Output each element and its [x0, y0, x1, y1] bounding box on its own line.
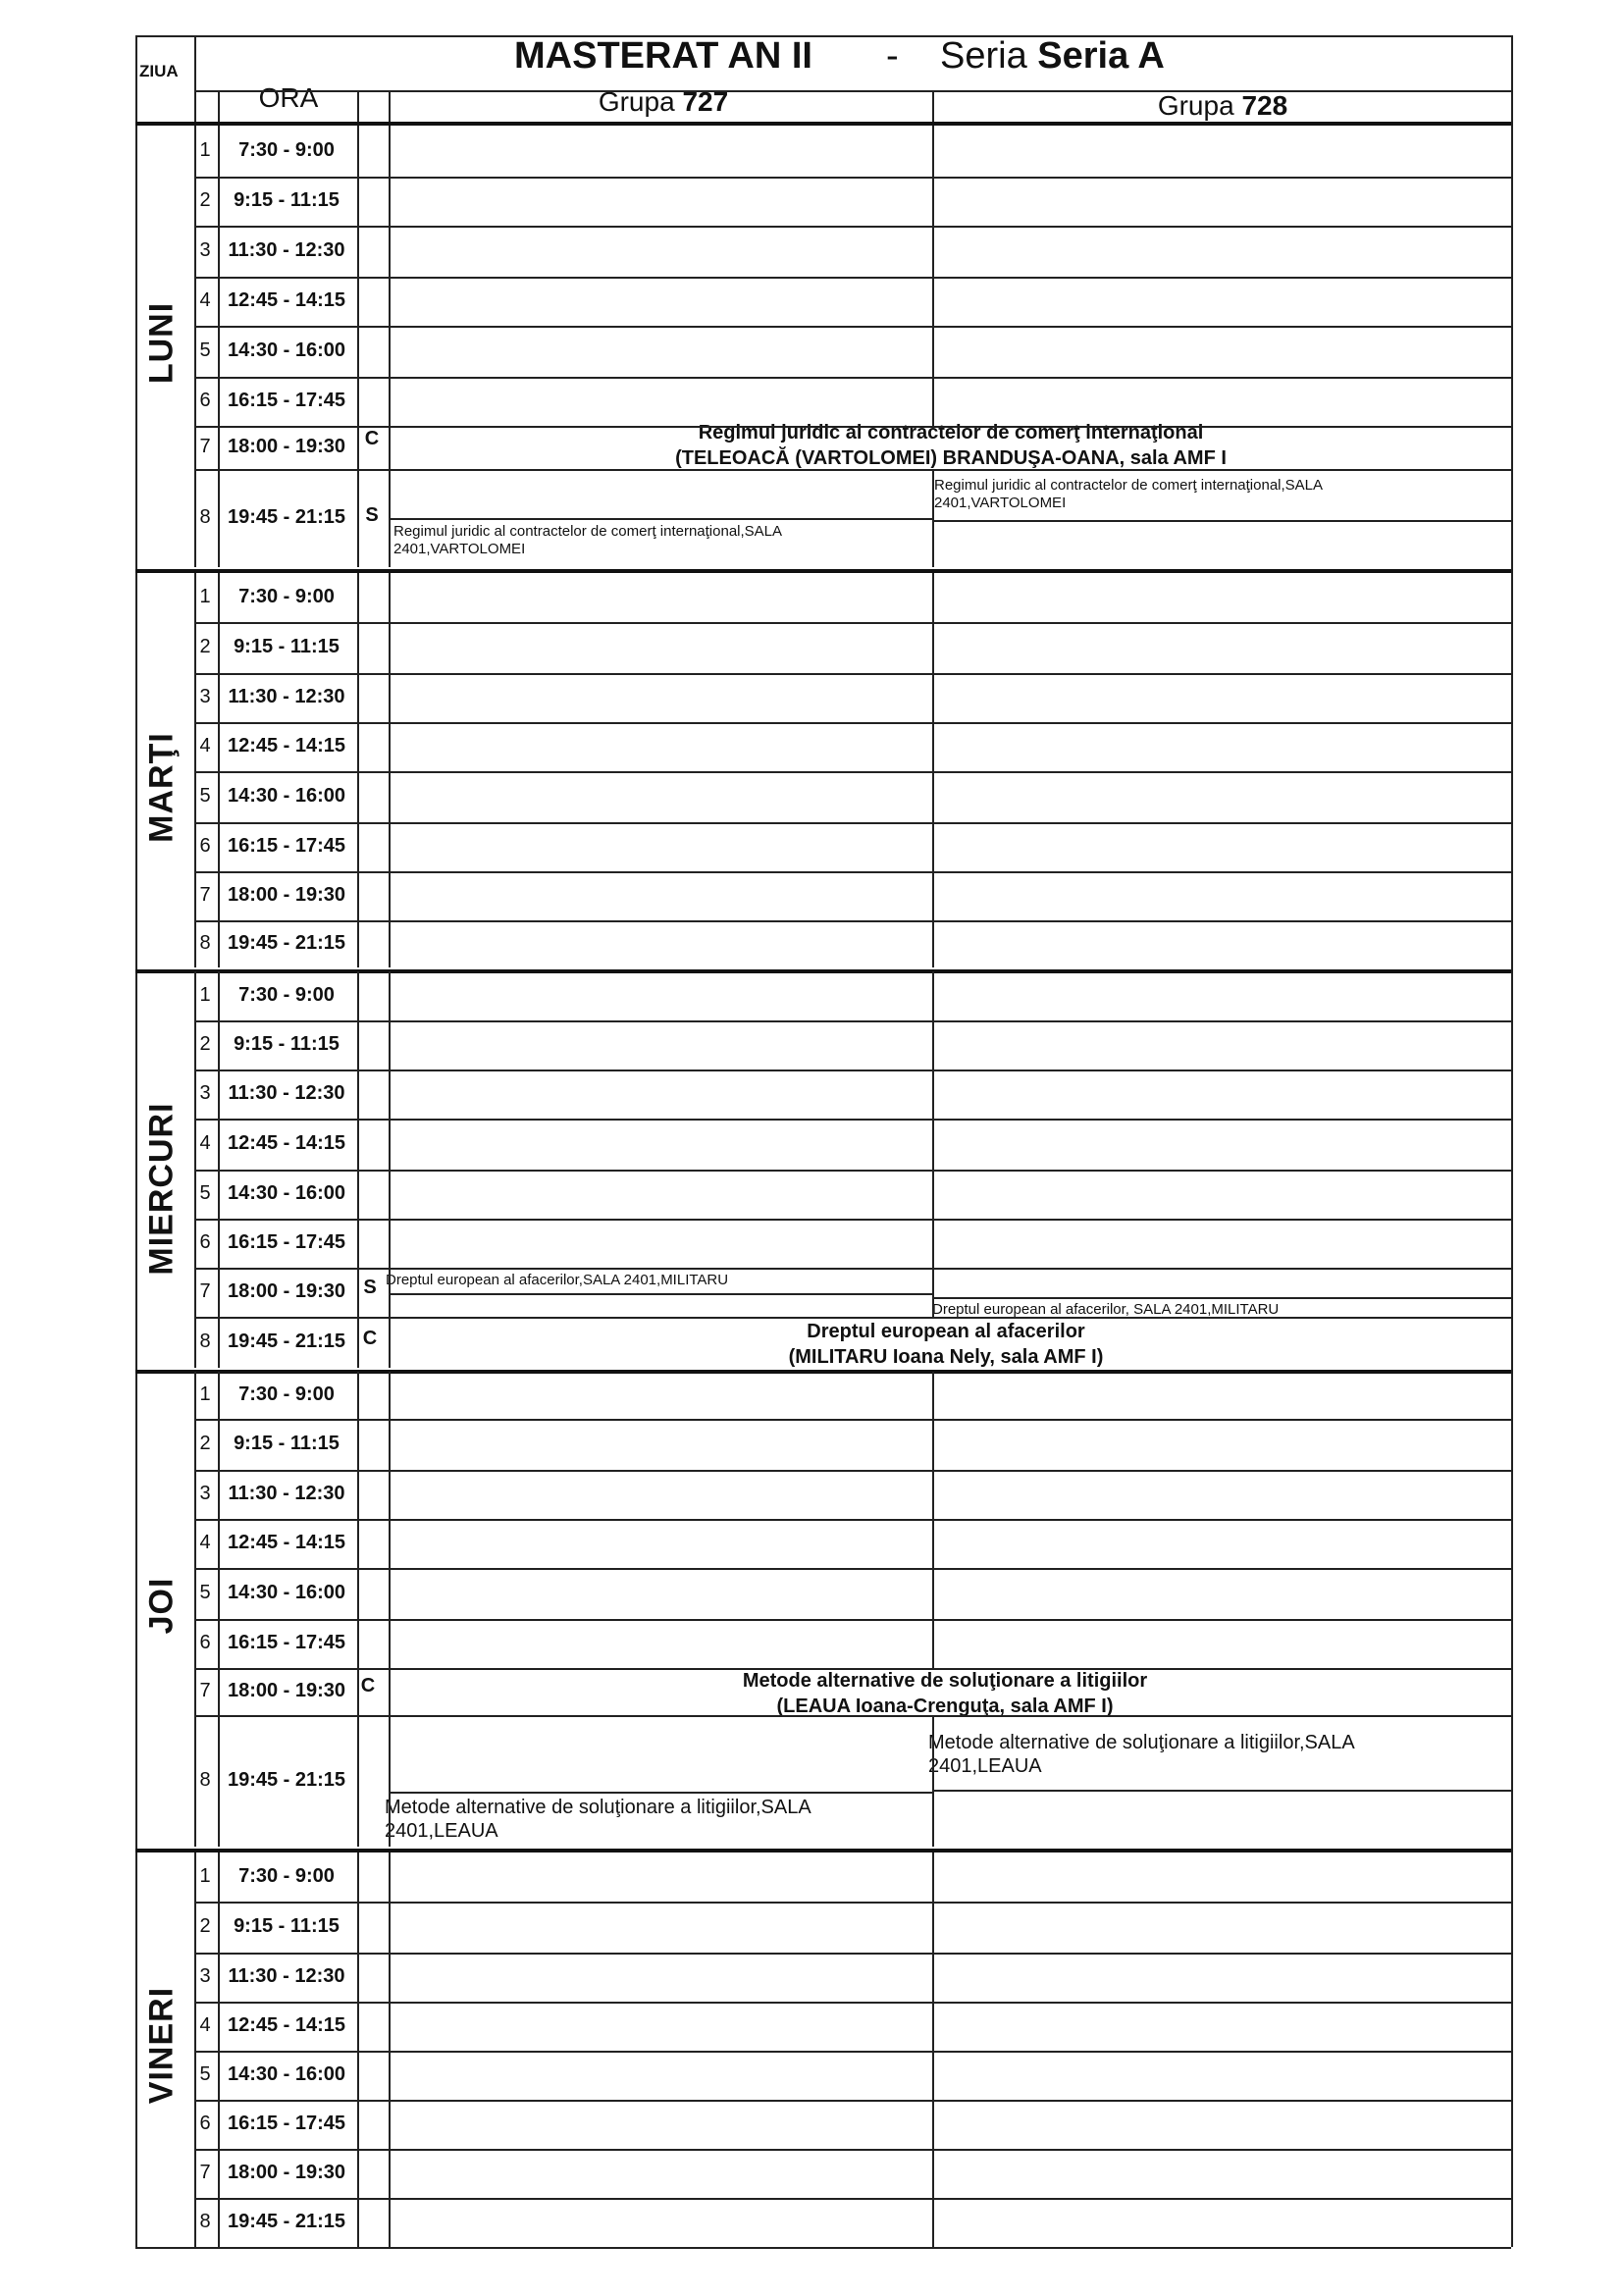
group-728-number: 728 — [1241, 90, 1288, 121]
grid-line — [194, 2149, 1511, 2151]
grid-line — [389, 1852, 391, 2247]
slot-time: 9:15 - 11:15 — [234, 1433, 340, 1454]
grid-line — [194, 90, 1511, 92]
grid-line — [389, 1372, 391, 1847]
grid-line — [932, 1619, 934, 1668]
grid-line — [932, 520, 1511, 522]
slot-number: 2 — [199, 1033, 211, 1055]
type-luni-8: S — [365, 504, 379, 526]
grid-line — [932, 1419, 934, 1470]
seminar-joi-728: Metode alternative de soluţionare a litigiilor,SALA 2401,LEAUA — [928, 1732, 1354, 1777]
slot-time: 19:45 - 21:15 — [227, 932, 346, 954]
slot-number: 5 — [199, 1582, 211, 1603]
seminar-joi-727: Metode alternative de soluţionare a litigiilor,SALA 2401,LEAUA — [385, 1797, 811, 1842]
grid-line — [932, 1902, 934, 1953]
grid-line — [932, 326, 934, 377]
type-luni-7: C — [364, 428, 380, 449]
grid-line — [932, 1297, 1511, 1299]
slot-number: 7 — [199, 2162, 211, 2183]
slot-number: 2 — [199, 189, 211, 211]
slot-time: 9:15 - 11:15 — [234, 189, 340, 211]
slot-number: 6 — [199, 835, 211, 857]
slot-time: 19:45 - 21:15 — [227, 1331, 346, 1352]
grid-line — [194, 2002, 1511, 2004]
grid-line — [932, 573, 934, 622]
grid-line — [932, 1372, 934, 1419]
slot-number: 4 — [199, 1132, 211, 1154]
grid-line — [135, 1849, 1511, 1852]
slot-number: 1 — [199, 1865, 211, 1887]
slot-time: 14:30 - 16:00 — [227, 1582, 346, 1603]
grid-line — [932, 126, 934, 177]
slot-number: 8 — [199, 506, 211, 528]
grid-line — [194, 1219, 1511, 1221]
grid-line — [194, 1020, 1511, 1022]
grid-line — [218, 1372, 220, 1847]
grid-line — [932, 1852, 934, 1902]
grid-line — [194, 573, 196, 967]
slot-time: 19:45 - 21:15 — [227, 506, 346, 528]
slot-time: 9:15 - 11:15 — [234, 1915, 340, 1937]
grid-line — [932, 377, 934, 426]
grid-line — [194, 771, 1511, 773]
grid-line — [389, 1293, 932, 1295]
grid-line — [932, 2198, 934, 2247]
grid-line — [932, 226, 934, 277]
grid-line — [389, 90, 391, 122]
grid-line — [135, 969, 1511, 973]
slot-number: 1 — [199, 1383, 211, 1405]
grid-line — [218, 126, 220, 567]
day-label-marti: MARŢI — [142, 732, 181, 843]
grid-line — [932, 1219, 934, 1268]
grid-line — [135, 569, 1511, 573]
slot-number: 7 — [199, 1680, 211, 1701]
grid-line — [194, 2051, 1511, 2053]
grid-line — [932, 90, 934, 122]
grid-line — [194, 326, 1511, 328]
grid-line — [135, 35, 137, 2247]
slot-number: 7 — [199, 436, 211, 457]
slot-time: 11:30 - 12:30 — [228, 1965, 345, 1987]
grid-line — [932, 971, 934, 1020]
grid-line — [932, 1119, 934, 1170]
group-728-header — [936, 90, 1509, 122]
grid-line — [194, 1119, 1511, 1121]
course-miercuri-teacher: (MILITARU Ioana Nely, sala AMF I) — [788, 1346, 1104, 1368]
grid-line — [194, 177, 1511, 179]
grid-line — [932, 1953, 934, 2002]
grid-line — [932, 1020, 934, 1070]
slot-time: 18:00 - 19:30 — [227, 884, 346, 906]
slot-time: 16:15 - 17:45 — [227, 1632, 346, 1653]
slot-number: 5 — [199, 2063, 211, 2085]
grid-line — [194, 1568, 1511, 1570]
day-label-vineri: VINERI — [142, 1986, 181, 2105]
slot-number: 8 — [199, 932, 211, 954]
slot-number: 6 — [199, 1632, 211, 1653]
slot-number: 3 — [199, 1082, 211, 1104]
grid-line — [194, 226, 1511, 228]
grid-line — [389, 518, 932, 520]
grid-line — [194, 1902, 1511, 1904]
grid-line — [357, 1852, 359, 2247]
slot-number: 4 — [199, 2014, 211, 2036]
grid-line — [932, 1470, 934, 1519]
grid-line — [194, 2100, 1511, 2102]
grid-line — [194, 722, 1511, 724]
slot-time: 16:15 - 17:45 — [227, 2113, 346, 2134]
type-miercuri-7: S — [363, 1277, 377, 1298]
slot-time: 11:30 - 12:30 — [228, 686, 345, 707]
course-luni-teacher: (TELEOACĂ (VARTOLOMEI) BRANDUŞA-OANA, sala AMF I — [675, 447, 1227, 469]
slot-time: 16:15 - 17:45 — [227, 1231, 346, 1253]
grid-line — [932, 2002, 934, 2051]
grid-line — [218, 1852, 220, 2247]
series-prefix: Seria — [940, 35, 1027, 77]
slot-number: 6 — [199, 390, 211, 411]
grid-line — [932, 673, 934, 722]
course-joi-teacher: (LEAUA Ioana-Crenguţa, sala AMF I) — [776, 1696, 1114, 1717]
grid-line — [194, 469, 1511, 471]
slot-time: 14:30 - 16:00 — [227, 785, 346, 807]
slot-time: 7:30 - 9:00 — [238, 1865, 335, 1887]
grid-line — [194, 35, 196, 122]
grid-line — [194, 871, 1511, 873]
grid-line — [194, 1852, 196, 2247]
slot-time: 18:00 - 19:30 — [227, 1280, 346, 1302]
slot-time: 11:30 - 12:30 — [228, 239, 345, 261]
slot-time: 12:45 - 14:15 — [227, 2014, 346, 2036]
grid-line — [357, 126, 359, 567]
slot-number: 1 — [199, 139, 211, 161]
grid-line — [194, 1268, 1511, 1270]
slot-number: 1 — [199, 586, 211, 607]
grid-line — [932, 1519, 934, 1568]
grid-line — [194, 822, 1511, 824]
group-727-number: 727 — [682, 86, 729, 117]
slot-number: 5 — [199, 1182, 211, 1204]
grid-line — [932, 1568, 934, 1619]
day-label-joi: JOI — [142, 1577, 181, 1635]
grid-line — [135, 2247, 1511, 2249]
seminar-luni-728: Regimul juridic al contractelor de comerţ internaţional,SALA 2401,VARTOLOMEI — [934, 477, 1323, 511]
slot-time: 7:30 - 9:00 — [238, 139, 335, 161]
grid-line — [932, 822, 934, 871]
course-luni-title: Regimul juridic al contractelor de comerţ internaţional — [698, 422, 1204, 444]
grid-line — [194, 920, 1511, 922]
slot-time: 9:15 - 11:15 — [234, 636, 340, 657]
grid-line — [218, 573, 220, 967]
grid-line — [194, 1715, 1511, 1717]
grid-line — [932, 1790, 1511, 1792]
grid-line — [932, 771, 934, 822]
day-label-miercuri: MIERCURI — [142, 1102, 181, 1276]
grid-line — [932, 1268, 934, 1317]
slot-time: 11:30 - 12:30 — [228, 1483, 345, 1504]
grid-line — [932, 2100, 934, 2149]
course-miercuri-title: Dreptul european al afacerilor — [807, 1321, 1085, 1342]
slot-time: 19:45 - 21:15 — [227, 2211, 346, 2232]
grid-line — [932, 1170, 934, 1219]
slot-number: 6 — [199, 1231, 211, 1253]
grid-line — [194, 1668, 1511, 1670]
slot-number: 7 — [199, 1280, 211, 1302]
seminar-miercuri-728: Dreptul european al afacerilor, SALA 2401,MILITARU — [932, 1301, 1280, 1318]
grid-line — [194, 1372, 196, 1847]
grid-line — [389, 573, 391, 967]
grid-line — [194, 1070, 1511, 1071]
slot-number: 1 — [199, 984, 211, 1006]
grid-line — [194, 126, 196, 567]
course-joi-title: Metode alternative de soluţionare a litigiilor — [742, 1670, 1148, 1692]
type-miercuri-8: C — [362, 1328, 378, 1349]
grid-line — [194, 426, 1511, 428]
slot-time: 18:00 - 19:30 — [227, 1680, 346, 1701]
slot-time: 7:30 - 9:00 — [238, 984, 335, 1006]
slot-time: 16:15 - 17:45 — [227, 835, 346, 857]
slot-number: 3 — [199, 239, 211, 261]
grid-line — [194, 1953, 1511, 1955]
day-label-luni: LUNI — [142, 301, 181, 385]
seminar-luni-727: Regimul juridic al contractelor de comerţ internaţional,SALA 2401,VARTOLOMEI — [393, 523, 782, 557]
slot-number: 8 — [199, 2211, 211, 2232]
grid-line — [357, 573, 359, 967]
slot-time: 9:15 - 11:15 — [234, 1033, 340, 1055]
slot-time: 11:30 - 12:30 — [228, 1082, 345, 1104]
grid-line — [194, 1519, 1511, 1521]
ora-label: ORA — [258, 82, 319, 113]
grid-line — [932, 2149, 934, 2198]
grid-line — [932, 469, 934, 567]
slot-time: 14:30 - 16:00 — [227, 339, 346, 361]
grid-line — [194, 1619, 1511, 1621]
grid-line — [357, 1372, 359, 1847]
group-728-prefix: Grupa — [1157, 90, 1234, 121]
slot-time: 14:30 - 16:00 — [227, 2063, 346, 2085]
grid-line — [932, 277, 934, 326]
slot-time: 7:30 - 9:00 — [238, 586, 335, 607]
slot-number: 3 — [199, 686, 211, 707]
type-joi-7: C — [360, 1675, 376, 1696]
slot-number: 3 — [199, 1965, 211, 1987]
grid-line — [932, 920, 934, 967]
ziua-label: ZIUA — [139, 62, 179, 80]
grid-line — [357, 90, 359, 122]
slot-number: 4 — [199, 1532, 211, 1553]
slot-time: 18:00 - 19:30 — [227, 436, 346, 457]
slot-number: 2 — [199, 636, 211, 657]
slot-time: 12:45 - 14:15 — [227, 735, 346, 757]
slot-time: 12:45 - 14:15 — [227, 1132, 346, 1154]
slot-number: 3 — [199, 1483, 211, 1504]
slot-time: 19:45 - 21:15 — [227, 1769, 346, 1791]
series-heading — [940, 35, 1165, 78]
slot-number: 8 — [199, 1769, 211, 1791]
seminar-miercuri-727: Dreptul european al afacerilor,SALA 2401,MILITARU — [386, 1272, 729, 1288]
grid-line — [932, 2051, 934, 2100]
slot-number: 2 — [199, 1433, 211, 1454]
slot-time: 14:30 - 16:00 — [227, 1182, 346, 1204]
grid-line — [194, 2198, 1511, 2200]
grid-line — [932, 722, 934, 771]
grid-line — [194, 277, 1511, 279]
group-727-prefix: Grupa — [598, 86, 675, 117]
grid-line — [218, 90, 220, 122]
grid-line — [194, 1419, 1511, 1421]
series-name: Seria A — [1037, 35, 1165, 77]
grid-line — [194, 1317, 1511, 1319]
grid-line — [135, 122, 1511, 126]
slot-number: 7 — [199, 884, 211, 906]
grid-line — [932, 1715, 934, 1847]
grid-line — [194, 377, 1511, 379]
grid-line — [194, 622, 1511, 624]
grid-line — [389, 126, 391, 567]
grid-line — [932, 871, 934, 920]
grid-line — [194, 1470, 1511, 1472]
slot-time: 7:30 - 9:00 — [238, 1383, 335, 1405]
slot-time: 18:00 - 19:30 — [227, 2162, 346, 2183]
grid-line — [1511, 35, 1513, 2247]
slot-number: 4 — [199, 735, 211, 757]
grid-line — [135, 35, 1511, 37]
title-separator: - — [886, 35, 899, 77]
slot-time: 16:15 - 17:45 — [227, 390, 346, 411]
slot-time: 12:45 - 14:15 — [227, 1532, 346, 1553]
grid-line — [194, 1170, 1511, 1172]
grid-line — [389, 1792, 932, 1794]
slot-number: 6 — [199, 2113, 211, 2134]
grid-line — [135, 1370, 1511, 1374]
slot-number: 5 — [199, 785, 211, 807]
slot-number: 4 — [199, 289, 211, 311]
grid-line — [932, 177, 934, 226]
grid-line — [194, 673, 1511, 675]
slot-time: 12:45 - 14:15 — [227, 289, 346, 311]
schedule-title: MASTERAT AN II — [514, 35, 812, 77]
slot-number: 8 — [199, 1331, 211, 1352]
grid-line — [932, 622, 934, 673]
grid-line — [932, 1070, 934, 1119]
slot-number: 5 — [199, 339, 211, 361]
slot-number: 2 — [199, 1915, 211, 1937]
